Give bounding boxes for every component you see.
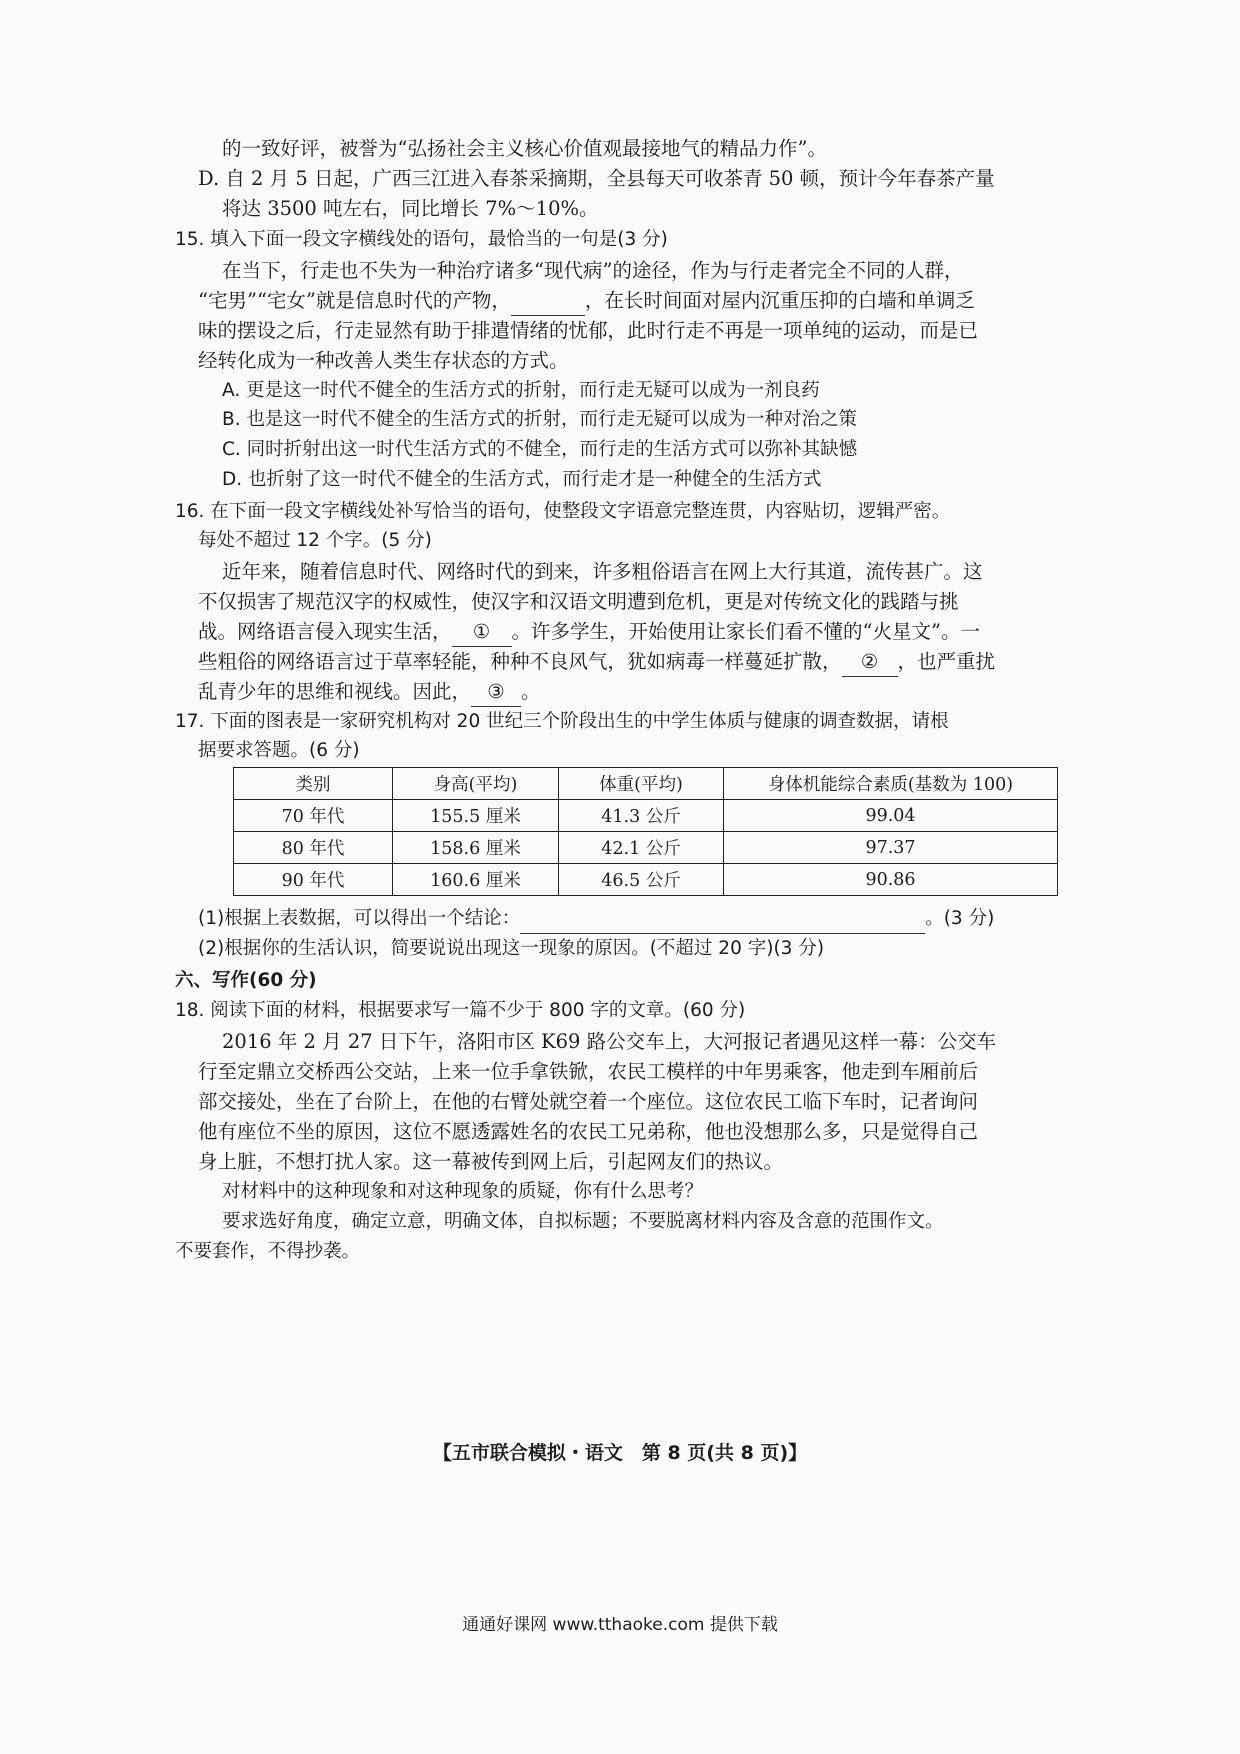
paragraph-line: 对材料中的这种现象和对这种现象的质疑，你有什么思考？ <box>222 1181 704 1202</box>
paragraph-line: 他有座位不坐的原因，这位不愿透露姓名的农民工兄弟称，他也没想那么多，只是觉得自己 <box>198 1120 979 1143</box>
sub-question-1 <box>198 904 994 934</box>
option-c: C. 同时折射出这一时代生活方式的不健全，而行走的生活方式可以弥补其缺憾 <box>222 439 858 460</box>
text-segment: “宅男”“宅女”就是信息时代的产物， <box>198 289 511 312</box>
table-cell: 155.5 厘米 <box>393 800 559 832</box>
option-a: A. 更是这一时代不健全的生活方式的折射，而行走无疑可以成为一剂良药 <box>222 380 820 401</box>
question-18-stem: 18. 阅读下面的材料，根据要求写一篇不少于 800 字的文章。(60 分) <box>175 1000 746 1021</box>
blank-1: ① <box>452 617 512 647</box>
survey-table <box>233 767 1058 896</box>
table-row <box>234 800 1058 832</box>
question-17-stem: 17. 下面的图表是一家研究机构对 20 世纪三个阶段出生的中学生体质与健康的调查数据，请根 <box>175 711 949 732</box>
paragraph-line <box>198 286 975 316</box>
paragraph-line: 部交接处，坐在了台阶上，在他的右臂处就空着一个座位。这位农民工临下车时，记者询问 <box>198 1090 979 1113</box>
paragraph-line: 要求选好角度，确定立意，明确文体，自拟标题；不要脱离材料内容及含意的范围作文。 <box>222 1211 944 1232</box>
option-d-line: D. 自 2 月 5 日起，广西三江进入春茶采摘期，全县每天可收茶青 50 顿，预计今年春茶产量 <box>198 167 995 190</box>
column-header: 身高(平均) <box>393 768 559 800</box>
blank-3: ③ <box>471 677 521 707</box>
paragraph-line <box>198 677 541 707</box>
blank-2: ② <box>842 647 898 677</box>
table-cell: 160.6 厘米 <box>393 864 559 896</box>
column-header: 体重(平均) <box>559 768 724 800</box>
text-segment: ，也严重扰 <box>897 650 996 673</box>
answer-blank <box>520 904 925 934</box>
paragraph-line: 味的摆设之后，行走显然有助于排遣情绪的忧郁，此时行走不再是一项单纯的运动，而是已 <box>198 319 979 342</box>
question-16-stem: 16. 在下面一段文字横线处补写恰当的语句，使整段文字语意完整连贯，内容贴切，逻辑严密。 <box>175 501 951 522</box>
question-17-stem: 据要求答题。(6 分) <box>198 740 360 761</box>
table-cell: 90.86 <box>724 864 1058 896</box>
download-credit: 通通好课网 www.tthaoke.com 提供下载 <box>462 1615 778 1635</box>
table-cell: 99.04 <box>724 800 1058 832</box>
paragraph-line: 近年来，随着信息时代、网络时代的到来，许多粗俗语言在网上大行其道，流传甚广。这 <box>222 560 983 583</box>
option-d: D. 也折射了这一时代不健全的生活方式，而行走才是一种健全的生活方式 <box>222 469 822 490</box>
question-15-stem: 15. 填入下面一段文字横线处的语句，最恰当的一句是(3 分) <box>175 229 668 250</box>
table-row <box>234 832 1058 864</box>
text-segment: 乱青少年的思维和视线。因此， <box>198 680 472 703</box>
paragraph-line: 经转化成为一种改善人类生存状态的方式。 <box>198 349 569 372</box>
paragraph-line: 行至定鼎立交桥西公交站，上来一位手拿铁锨，农民工模样的中年男乘客，他走到车厢前后 <box>198 1060 979 1083</box>
text-segment: 。(3 分) <box>925 908 995 929</box>
paragraph-line: 身上脏，不想打扰人家。这一幕被传到网上后，引起网友们的热议。 <box>198 1150 784 1173</box>
table-cell: 70 年代 <box>234 800 393 832</box>
question-16-stem: 每处不超过 12 个字。(5 分) <box>198 530 432 551</box>
paragraph-line <box>198 617 980 647</box>
table-cell: 97.37 <box>724 832 1058 864</box>
option-b: B. 也是这一时代不健全的生活方式的折射，而行走无疑可以成为一种对治之策 <box>222 409 857 430</box>
column-header: 类别 <box>234 768 393 800</box>
table-cell: 42.1 公斤 <box>559 832 724 864</box>
paragraph-line: 2016 年 2 月 27 日下午，洛阳市区 K69 路公交车上，大河报记者遇见这样一幕：公交车 <box>222 1030 997 1053</box>
paragraph-line <box>198 647 995 677</box>
text-segment: 战。网络语言侵入现实生活， <box>198 620 452 643</box>
text-segment: 些粗俗的网络语言过于草率轻能，种种不良风气，犹如病毒一样蔓延扩散， <box>198 650 842 673</box>
section-heading: 六、写作(60 分) <box>175 970 317 991</box>
table-cell: 41.3 公斤 <box>559 800 724 832</box>
text-segment: 。 <box>521 680 541 703</box>
paragraph-line: 的一致好评，被誉为“弘扬社会主义核心价值观最接地气的精品力作”。 <box>222 137 827 160</box>
page-footer: 【五市联合模拟・语文 第 8 页(共 8 页)】 <box>432 1442 808 1464</box>
option-d-line: 将达 3500 吨左右，同比增长 7%～10%。 <box>222 197 599 220</box>
paragraph-line: 不仅损害了规范汉字的权威性，使汉字和汉语文明遭到危机，更是对传统文化的践踏与挑 <box>198 590 959 613</box>
paragraph-line: 不要套作，不得抄袭。 <box>175 1241 361 1262</box>
column-header: 身体机能综合素质(基数为 100) <box>724 768 1058 800</box>
answer-blank <box>511 286 585 316</box>
table-cell: 158.6 厘米 <box>393 832 559 864</box>
text-segment: ，在长时间面对屋内沉重压抑的白墙和单调乏 <box>584 289 975 312</box>
sub-question-2: (2)根据你的生活认识，简要说说出现这一现象的原因。(不超过 20 字)(3 分) <box>198 938 825 959</box>
text-segment: 。许多学生，开始使用让家长们看不懂的“火星文”。一 <box>511 620 980 643</box>
table-cell: 80 年代 <box>234 832 393 864</box>
table-header-row <box>234 768 1058 800</box>
table-cell: 90 年代 <box>234 864 393 896</box>
table-cell: 46.5 公斤 <box>559 864 724 896</box>
text-segment: (1)根据上表数据，可以得出一个结论： <box>198 908 521 929</box>
table-row <box>234 864 1058 896</box>
paragraph-line: 在当下，行走也不失为一种治疗诸多“现代病”的途径，作为与行走者完全不同的人群， <box>222 259 964 282</box>
